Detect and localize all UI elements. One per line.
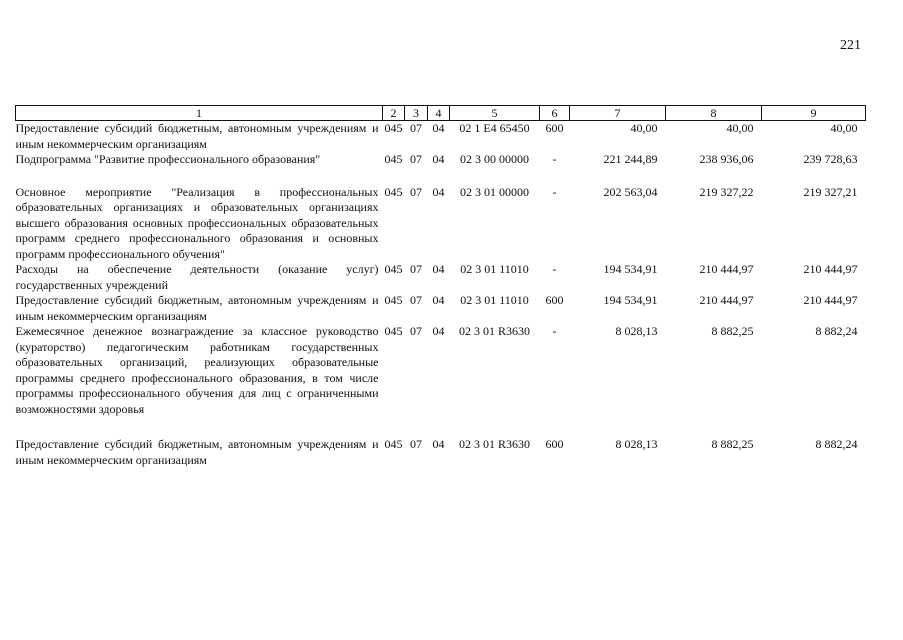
subsection-code: 04 xyxy=(432,293,445,307)
row-description: Основное мероприятие "Реализация в профессиональных образовательных организациях и образовательных организациях высшего образования основных профессиональных образовательных программ среднего профессионального образования и основных программ профессионального обучения" xyxy=(15,184,379,261)
amount-col7: 221 244,89 xyxy=(603,152,658,166)
amount-col8: 8 882,25 xyxy=(711,437,754,451)
table-row xyxy=(16,437,866,468)
header-cell: 4 xyxy=(428,106,450,121)
section-code: 07 xyxy=(410,324,422,338)
budget-table xyxy=(15,105,866,468)
header-cell: 1 xyxy=(16,106,383,121)
target-article-code: 02 3 01 R3630 xyxy=(458,324,530,338)
row-description: Расходы на обеспечение деятельности (оказание услуг) государственных учреждений xyxy=(15,262,379,292)
grbs-code: 045 xyxy=(384,437,403,451)
expense-type-code: - xyxy=(552,152,557,166)
amount-col9: 210 444,97 xyxy=(803,262,858,276)
amount-col8: 210 444,97 xyxy=(699,293,754,307)
grbs-code: 045 xyxy=(384,184,403,199)
section-code: 07 xyxy=(410,262,422,276)
row-description: Подпрограмма "Развитие профессионального образования" xyxy=(15,152,321,166)
header-cell: 3 xyxy=(405,106,428,121)
table-row xyxy=(16,293,866,324)
expense-type-code: - xyxy=(552,324,557,338)
amount-col9: 219 327,21 xyxy=(803,184,858,199)
header-cell: 2 xyxy=(383,106,405,121)
amount-col7: 40,00 xyxy=(630,121,658,135)
grbs-code: 045 xyxy=(384,152,403,166)
target-article-code: 02 1 E4 65450 xyxy=(459,121,530,135)
grbs-code: 045 xyxy=(384,262,403,276)
row-description: Предоставление субсидий бюджетным, автономным учреждениям и иным некоммерческим организациям xyxy=(15,121,379,151)
amount-col7: 8 028,13 xyxy=(615,437,658,451)
grbs-code: 045 xyxy=(384,293,403,307)
amount-col9: 8 882,24 xyxy=(815,437,858,451)
expense-type-code: 600 xyxy=(545,293,564,307)
page-number: 221 xyxy=(840,38,861,53)
target-article-code: 02 3 01 11010 xyxy=(460,293,529,307)
section-code: 07 xyxy=(410,293,422,307)
target-article-code: 02 3 00 00000 xyxy=(460,152,529,166)
header-cell: 5 xyxy=(450,106,540,121)
subsection-code: 04 xyxy=(432,121,445,135)
table-row xyxy=(16,185,866,263)
header-cell: 8 xyxy=(666,106,762,121)
amount-col8: 40,00 xyxy=(726,121,754,135)
header-cell: 6 xyxy=(540,106,570,121)
target-article-code: 02 3 01 11010 xyxy=(460,262,529,276)
subsection-code: 04 xyxy=(432,262,445,276)
amount-col7: 202 563,04 xyxy=(603,184,658,199)
amount-col8: 219 327,22 xyxy=(699,184,754,199)
amount-col9: 8 882,24 xyxy=(815,324,858,338)
amount-col9: 239 728,63 xyxy=(803,152,858,166)
amount-col8: 210 444,97 xyxy=(699,262,754,276)
section-code: 07 xyxy=(410,437,422,451)
table-row xyxy=(16,324,866,437)
subsection-code: 04 xyxy=(432,324,445,338)
table-row xyxy=(16,262,866,293)
target-article-code: 02 3 01 R3630 xyxy=(458,437,530,451)
row-description: Предоставление субсидий бюджетным, автономным учреждениям и иным некоммерческим организациям xyxy=(15,437,379,467)
subsection-code: 04 xyxy=(432,184,445,199)
row-description: Ежемесячное денежное вознаграждение за классное руководство (кураторство) педагогическим работникам государственных образовательных организаций, реализующих образовательные программы среднего профессионального образования, в том числе программы профессионального обучения для лиц с ограниченными возможностями здоровья xyxy=(15,324,379,416)
subsection-code: 04 xyxy=(432,437,445,451)
amount-col7: 8 028,13 xyxy=(615,324,658,338)
subsection-code: 04 xyxy=(432,152,445,166)
header-cell: 9 xyxy=(762,106,866,121)
table-row xyxy=(16,152,866,185)
expense-type-code: 600 xyxy=(545,437,564,451)
target-article-code: 02 3 01 00000 xyxy=(460,184,529,199)
header-cell: 7 xyxy=(570,106,666,121)
expense-type-code: - xyxy=(552,262,557,276)
amount-col9: 210 444,97 xyxy=(803,293,858,307)
section-code: 07 xyxy=(410,152,422,166)
grbs-code: 045 xyxy=(384,121,403,135)
header-row xyxy=(16,106,866,121)
section-code: 07 xyxy=(410,121,422,135)
amount-col8: 238 936,06 xyxy=(699,152,754,166)
amount-col7: 194 534,91 xyxy=(603,262,658,276)
amount-col7: 194 534,91 xyxy=(603,293,658,307)
table-row xyxy=(16,121,866,153)
expense-type-code: 600 xyxy=(545,121,564,135)
section-code: 07 xyxy=(410,184,422,199)
row-description: Предоставление субсидий бюджетным, автономным учреждениям и иным некоммерческим организациям xyxy=(15,293,379,323)
amount-col9: 40,00 xyxy=(830,121,858,135)
grbs-code: 045 xyxy=(384,324,403,338)
amount-col8: 8 882,25 xyxy=(711,324,754,338)
expense-type-code: - xyxy=(552,184,557,199)
